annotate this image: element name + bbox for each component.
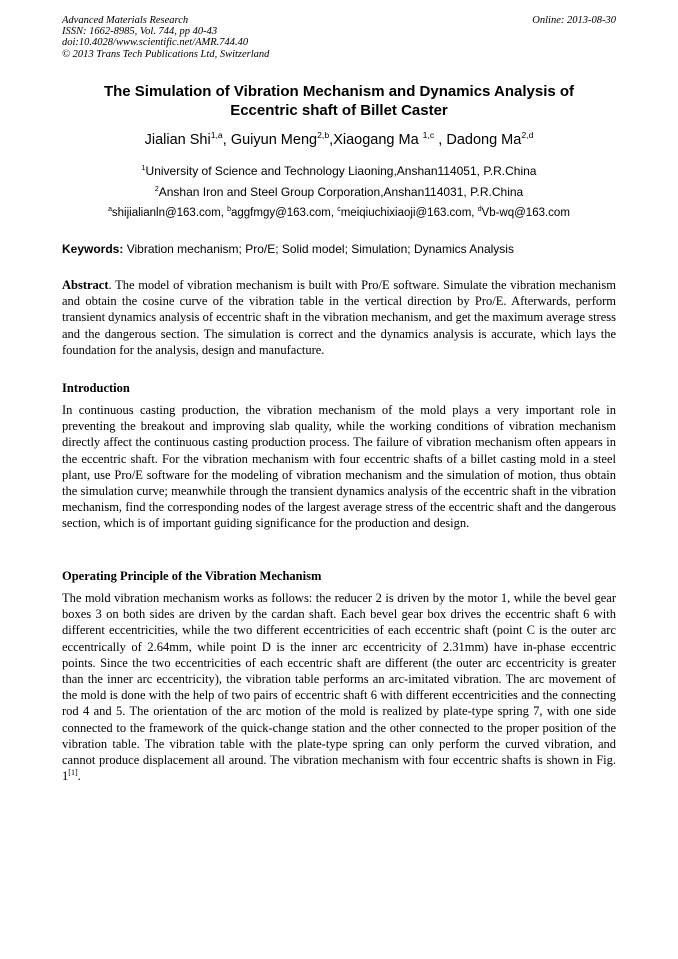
operating-principle-paragraph: The mold vibration mechanism works as follows: the reducer 2 is driven by the motor 1, while the bevel gear boxes 3 on both sides are driven by the cardan shaft. Each bevel gear box drives the eccentric shaft 6 with different eccentricities, while the two different eccentricities of each eccentric shaft (point C is the outer arc eccentrically of 2.64mm, while point D is the inner arc eccentricity of 2.31mm) have in-phase eccentric points. Since the two eccentricities of each eccentric shaft are different (the outer arc eccentricity is greater than the inner arc eccentricity), the vibration table performs an arc-imitated vibration. The arc movement of the mold is done with the help of two pairs of eccentric shaft 6 with different eccentricities and the connecting rod 4 and 5. The orientation of the arc motion of the mold is realized by plate-type spring 7, with one side connected to the framework of the quick-change station and the other connected to the proper position of the vibration table. The vibration table with the plate-type spring can only perform the curved vibration, and cannot produce displacement all around. The vibration mechanism with four eccentric shafts is shown in Fig. 1[1]. bbox=[62, 591, 616, 784]
email-link[interactable]: Vb-wq@163.com bbox=[481, 207, 570, 219]
keywords-text: Vibration mechanism; Pro/E; Solid model; Simulation; Dynamics Analysis bbox=[123, 242, 514, 256]
affiliation-2: $^2$Anshan Iron and Steel Group Corporation,Anshan114031, P.R.China bbox=[154, 184, 524, 199]
issn-line: ISSN: 1662-8985, Vol. 744, pp 40-43 bbox=[62, 26, 218, 38]
doi-line: doi:10.4028/www.scientific.net/AMR.744.40 bbox=[62, 37, 249, 49]
author-list bbox=[62, 131, 616, 149]
journal-name: Advanced Materials Research bbox=[62, 15, 189, 26]
email-link[interactable]: meiqiuchixiaoji@163.com, bbox=[340, 207, 478, 219]
copyright-line: © 2013 Trans Tech Publications Ltd, Switzerland bbox=[62, 48, 270, 60]
author: Xiaogang Ma $^{1,c}$ , bbox=[333, 130, 447, 148]
section-heading-introduction: Introduction bbox=[62, 381, 130, 395]
online-date: Online: 2013-08-30 bbox=[532, 15, 616, 26]
author: Guiyun Meng$^{2,b}$, bbox=[230, 130, 334, 148]
introduction-paragraph: In continuous casting production, the vibration mechanism of the mold plays a very important role in preventing the breakout and improving slab quality, while the working conditions of vibration mechanism directly affect the continuous casting production process. The failure of vibration mechanism often appears in the eccentric shaft. For the vibration mechanism with four eccentric shafts of a billet casting mold in a steel plant, use Pro/E software for the modeling of vibration mechanism and the simulation of motion, thus obtain the simulation curve; meanwhile through the transient dynamics analysis of the eccentric shaft in the vibration mechanism, find the corresponding nodes of the largest average stress of the eccentric shaft and the dangerous section, which is of important guiding significance for the production and design. bbox=[62, 403, 616, 531]
abstract-label: Abstract bbox=[62, 278, 109, 292]
citation-ref[interactable]: [1] bbox=[68, 768, 78, 778]
title-line-2: Eccentric shaft of Billet Caster bbox=[230, 102, 448, 119]
author: Jialian Shi$^{1,a}$, bbox=[144, 130, 231, 148]
title-line-1: The Simulation of Vibration Mechanism and Dynamics Analysis of bbox=[103, 83, 575, 100]
keywords-label: Keywords: bbox=[62, 242, 124, 256]
author: Dadong Ma$^{2,d}$ bbox=[446, 130, 534, 148]
abstract-text: . The model of vibration mechanism is built with Pro/E software. Simulate the vibration mechanism and obtain the cosine curve of the vibration table in the vertical direction by Pro/E. Afterwards, perform transient dynamics analysis of eccentric shaft in the vibration mechanism, and get the maximum average stress and the dangerous section. The simulation is correct and the dynamics analysis is accurate, which lays the foundation for the analysis, design and manufacture. bbox=[62, 278, 616, 357]
paper-title bbox=[62, 82, 616, 120]
keywords bbox=[62, 242, 616, 257]
section-heading-operating-principle: Operating Principle of the Vibration Mechanism bbox=[62, 569, 322, 583]
abstract bbox=[62, 277, 616, 358]
email-list: $^a$shijialianln@163.com, $^b$aggfmgy@163.com, $^c$meiqiuchixiaoji@163.com, $^d$Vb-wq@163.com bbox=[108, 206, 570, 219]
journal-header bbox=[62, 15, 616, 60]
email-link[interactable]: shijialianln@163.com, bbox=[111, 207, 228, 219]
email-link[interactable]: aggfmgy@163.com, bbox=[230, 207, 338, 219]
affiliation-1: $^1$University of Science and Technology Liaoning,Anshan114051, P.R.China bbox=[141, 163, 537, 178]
